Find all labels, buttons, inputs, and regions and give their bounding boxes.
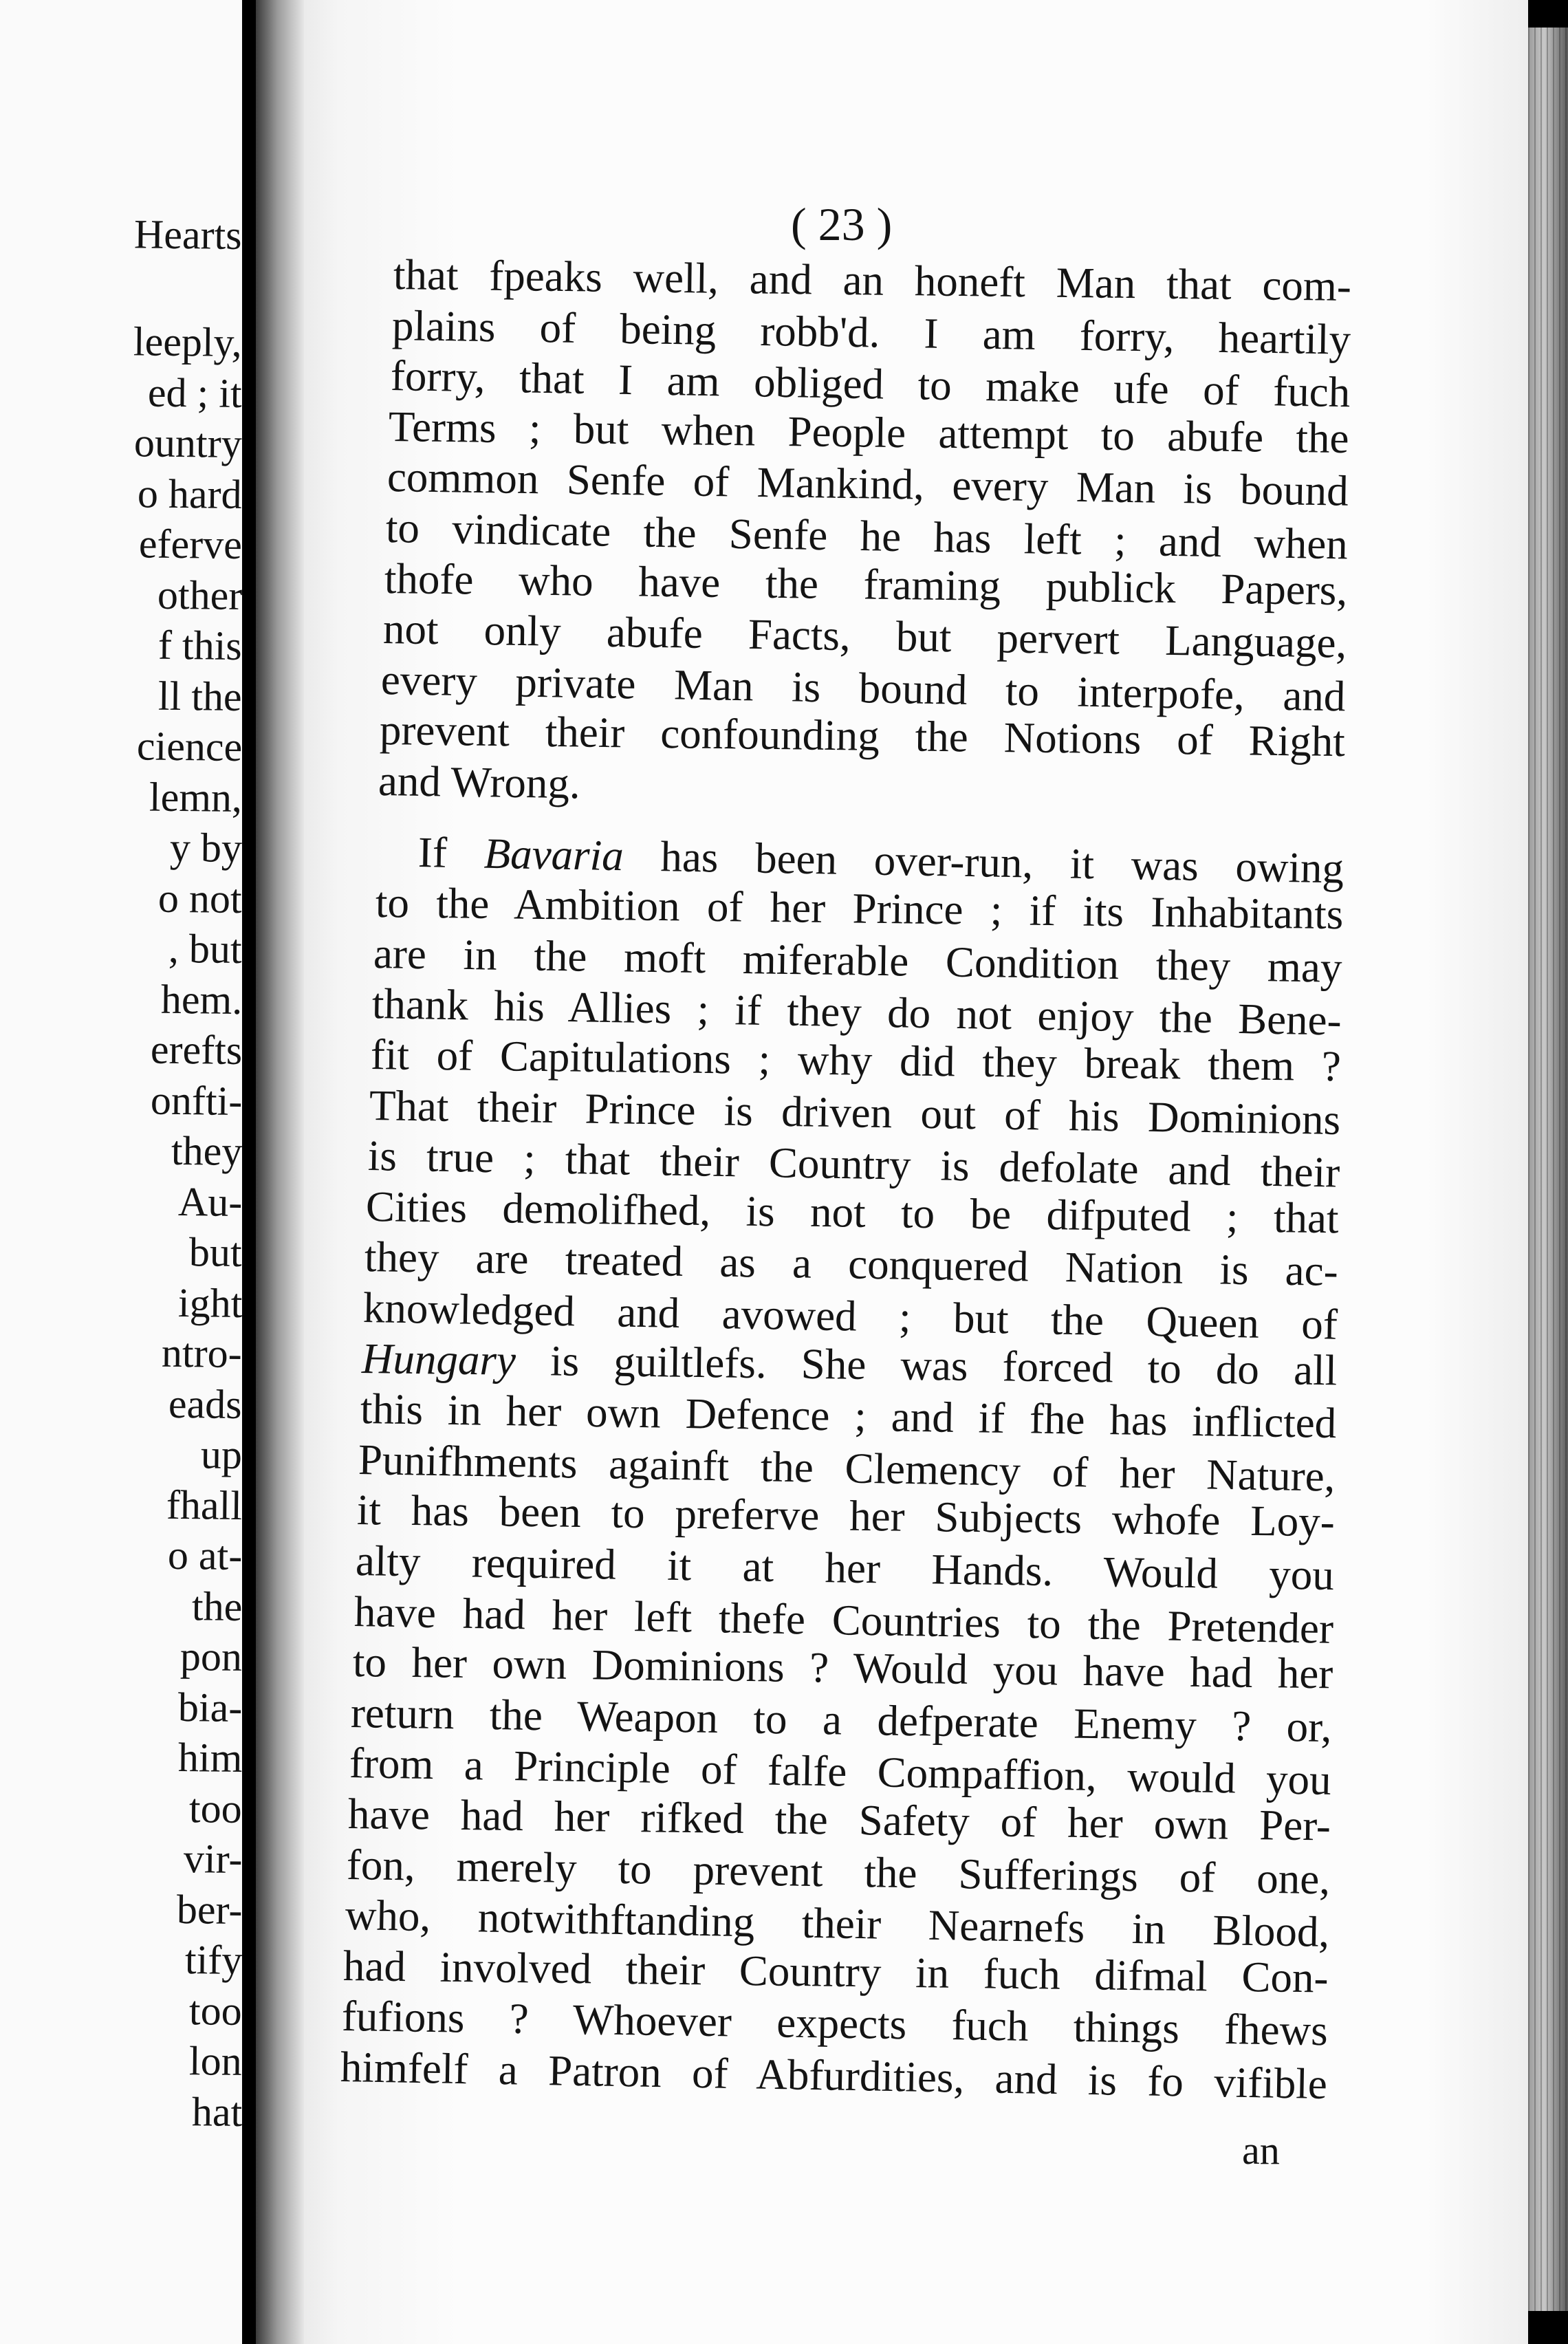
text-line: are in the moft miferable Condition they may [373,929,1343,992]
left-page-fragment: ntro- [162,1330,242,1376]
catchword: an [1242,2128,1280,2173]
italic-word: Hungary [361,1334,516,1385]
left-page-fragment: ber- [176,1886,242,1933]
left-page-fragment: Hearts [134,211,242,258]
left-page-fragment: the [191,1583,242,1629]
text-line: alty required it at her Hands. Would you [355,1537,1335,1600]
left-page-fragment: too [188,1987,242,2034]
left-page-fragment: leeply, [133,318,242,365]
text-line: not only abufe Facts, but pervert Language, [382,605,1347,667]
left-page-fragment: o at- [167,1532,242,1578]
text-line: fufions ? Whoever expects fuch things fhews [341,1992,1329,2055]
text-line: Punifhments againft the Clemency of her Nature, [358,1435,1336,1501]
text-line: common Senfe of Mankind, every Man is bound [386,453,1349,516]
left-page-fragment: hem. [160,976,242,1023]
text-line: it has been to preferve her Subjects whofe Loy- [356,1486,1336,1546]
text-line: every private Man is bound to interpofe, and [380,655,1347,721]
text-line: have had her rifked the Safety of her own Per- [347,1790,1331,1850]
text-line: plains of being robb'd. I am forry, heartily [391,301,1351,364]
text-line: Hungary is guiltlefs. She was forced to do all [361,1334,1338,1394]
left-page-fragment: ll the [158,673,242,719]
left-page-fragment: eferve [138,521,242,567]
left-page-fragment: y by [169,824,242,871]
text-line: to the Ambition of her Prince ; if its Inhabitants [375,878,1344,939]
left-page-fragment: up [200,1431,242,1477]
left-page-fragment: ountry [134,420,242,466]
text-line: from a Principle of falfe Compaffion, would you [349,1739,1332,1805]
left-page-fragment: erefts [150,1026,242,1073]
left-page-fragment: o not [157,875,242,922]
left-page-fragment: lon [188,2038,242,2084]
left-page-fragment: tify [184,1937,242,1983]
text-line: thofe who have the framing publick Papers, [384,554,1348,614]
page-edges [1528,28,1568,2311]
italic-word: Bavaria [483,829,624,880]
left-page-fragment: , but [168,925,242,972]
text-line: forry, that I am obliged to make ufe of fuch [389,351,1351,417]
left-page-fragment: cience [136,723,242,770]
text-line: had involved their Country in fuch difmal Con- [342,1941,1329,2002]
left-page-fragment: eads [168,1380,242,1427]
left-page-fragment: ight [177,1279,242,1326]
text-line: Cities demolifhed, is not to be difputed ; that [365,1182,1340,1243]
text-line: and Wrong. [378,757,581,808]
text-line: who, notwithftanding their Nearnefs in Blood, [344,1891,1330,1957]
text-line: return the Weapon to a defperate Enemy ? or, [350,1688,1333,1751]
text-line: prevent their confounding the Notions of Right [379,706,1346,766]
left-page-fragment: vir- [183,1836,242,1882]
left-page-fragment: too [188,1785,242,1832]
left-page-fragment: they [171,1127,242,1174]
text-line: That their Prince is driven out of his Dominions [369,1081,1341,1144]
text-line: fon, merely to prevent the Sufferings of one, [346,1840,1331,1903]
text-line: knowledged and avowed ; but the Queen of [362,1283,1338,1349]
left-page-fragment: o hard [138,470,242,517]
text-line: they are treated as a conquered Nation is ac- [364,1233,1339,1296]
gutter-shadow [256,0,304,2344]
text-line: this in her own Defence ; and if fhe has inflicted [360,1385,1337,1448]
text-line: to her own Dominions ? Would you have had her [352,1638,1333,1698]
left-page-fragment: pon [179,1634,242,1680]
left-page-fragment: ed ; it [148,369,242,416]
text-line: thank his Allies ; if they do not enjoy the Bene- [371,979,1342,1045]
left-page-fragment: Au- [177,1178,242,1225]
left-page-fragment: lemn, [149,774,242,821]
left-page-fragment: fhall [166,1482,242,1528]
text-line: If Bavaria has been over-run, it was owing [417,827,1344,893]
left-page-fragment: him [177,1735,242,1781]
left-page-fragment: other [157,572,242,618]
text-line: is true ; that their Country is defolate and their [367,1131,1340,1197]
left-page-fragment: but [188,1229,242,1275]
left-page-fragment: onfti- [150,1077,242,1124]
text-line: himfelf a Patron of Abfurdities, and is fo vifible [340,2043,1328,2109]
book-gutter [242,0,256,2344]
left-page-fragment: bia- [177,1684,242,1730]
text-line: Terms ; but when People attempt to abufe the [388,402,1350,462]
left-page-fragment: f this [157,622,242,669]
page-number: ( 23 ) [791,198,893,250]
text-line: that fpeaks well, and an honeft Man that com- [393,250,1352,311]
left-page-fragment: hat [191,2088,242,2135]
text-line: fit of Capitulations ; why did they break them ? [370,1030,1342,1091]
left-facing-page [0,0,242,2344]
text-line: have had her left thefe Countries to the Pretender [353,1587,1334,1653]
text-line: to vindicate the Senfe he has left ; and when [385,503,1349,569]
